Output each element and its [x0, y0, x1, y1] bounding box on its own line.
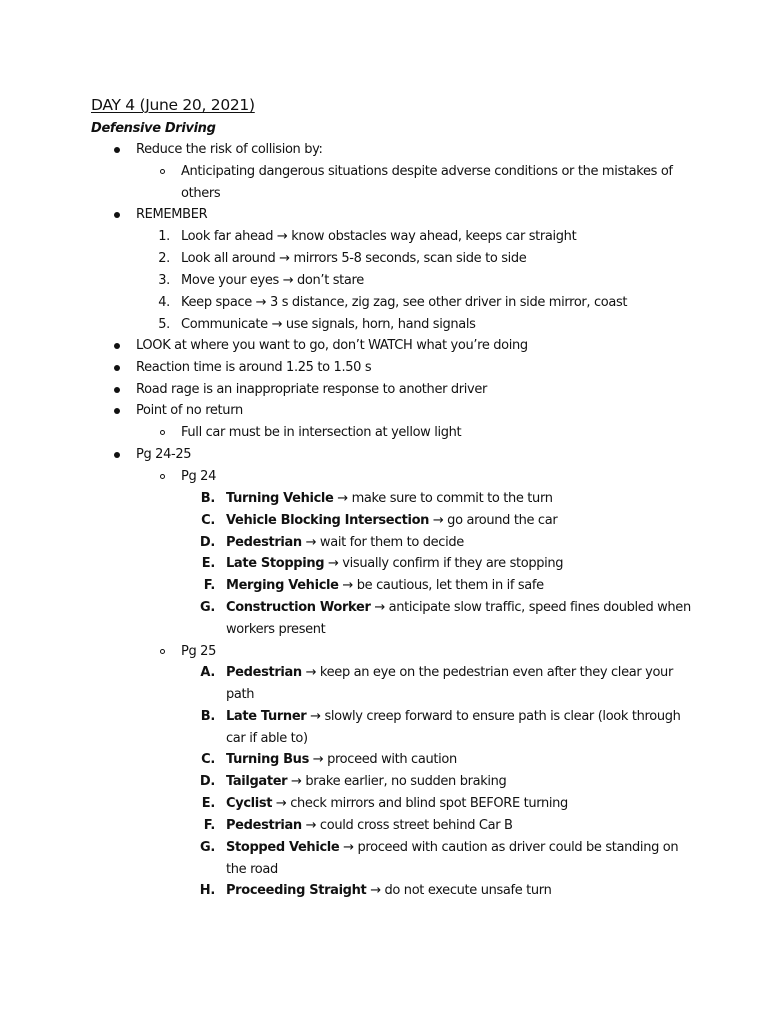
item-desc: → proceed with caution as driver could be standing on	[339, 840, 679, 855]
list-letter: G.	[199, 600, 215, 615]
pg25-item-continuation: car if able to)	[226, 731, 308, 746]
list-number: 1.	[158, 229, 170, 244]
list-number: 2.	[158, 251, 170, 266]
pg25-label: Pg 25	[181, 644, 217, 659]
item-term: Turning Bus	[226, 752, 309, 767]
bullet-dot	[114, 452, 120, 458]
bullet-reduce: Reduce the risk of collision by:	[136, 142, 323, 157]
bullet-anticipate-line1: Anticipating dangerous situations despite adverse conditions or the mistakes of	[181, 164, 673, 179]
item-desc: → visually confirm if they are stopping	[324, 556, 564, 571]
item-term: Construction Worker	[226, 600, 371, 615]
item-desc: → keep an eye on the pedestrian even after they clear your	[301, 665, 673, 680]
list-letter: B.	[200, 491, 215, 506]
bullet-no-return-sub: Full car must be in intersection at yellow light	[181, 425, 462, 440]
remember-item: Look all around → mirrors 5-8 seconds, scan side to side	[181, 251, 527, 266]
item-term: Late Stopping	[226, 556, 325, 571]
list-number: 3.	[158, 273, 170, 288]
bullet-dot	[114, 147, 120, 153]
bullet-circle	[160, 430, 165, 435]
list-letter: G.	[199, 840, 215, 855]
item-desc: → brake earlier, no sudden braking	[287, 774, 507, 789]
bullet-no-return: Point of no return	[136, 403, 243, 418]
pg25-item	[226, 665, 673, 681]
bullet-dot	[114, 408, 120, 414]
item-term: Tailgater	[226, 774, 288, 789]
item-term: Pedestrian	[226, 535, 302, 550]
remember-item: Keep space → 3 s distance, zig zag, see other driver in side mirror, coast	[181, 295, 628, 310]
list-letter: F.	[203, 818, 215, 833]
list-letter: D.	[199, 774, 215, 789]
list-number: 4.	[158, 295, 170, 310]
item-term: Cyclist	[226, 796, 273, 811]
pg24-label: Pg 24	[181, 469, 217, 484]
list-letter: F.	[203, 578, 215, 593]
section-subtitle: Defensive Driving	[91, 121, 216, 136]
bullet-circle	[160, 474, 165, 479]
remember-item: Communicate → use signals, horn, hand signals	[181, 317, 476, 332]
item-term: Turning Vehicle	[226, 491, 334, 506]
list-letter: C.	[201, 752, 215, 767]
pg25-item-continuation: path	[226, 687, 255, 702]
item-desc: → make sure to commit to the turn	[333, 491, 553, 506]
bullet-dot	[114, 387, 120, 393]
item-desc: → proceed with caution	[308, 752, 457, 767]
bullet-circle	[160, 649, 165, 654]
bullet-anticipate-line2: others	[181, 186, 221, 201]
item-desc: → check mirrors and blind spot BEFORE turning	[272, 796, 568, 811]
item-term: Proceeding Straight	[226, 883, 367, 898]
list-number: 5.	[158, 317, 170, 332]
bullet-look: LOOK at where you want to go, don’t WATCH what you’re doing	[136, 338, 528, 353]
pg25-item	[226, 796, 568, 812]
pg24-item	[226, 513, 557, 529]
bullet-remember: REMEMBER	[136, 207, 208, 222]
bullet-circle	[160, 169, 165, 174]
item-desc: → be cautious, let them in if safe	[338, 578, 544, 593]
bullet-pages: Pg 24-25	[136, 447, 192, 462]
pg25-item	[226, 840, 678, 856]
pg24-item	[226, 491, 553, 507]
bullet-rage: Road rage is an inappropriate response to another driver	[136, 382, 488, 397]
pg25-item	[226, 818, 513, 834]
pg24-item-continuation: workers present	[226, 622, 326, 637]
item-desc: → wait for them to decide	[301, 535, 464, 550]
list-letter: H.	[199, 883, 215, 898]
item-desc: → do not execute unsafe turn	[366, 883, 552, 898]
list-letter: E.	[201, 556, 215, 571]
item-term: Merging Vehicle	[226, 578, 339, 593]
pg25-item	[226, 709, 681, 725]
pg25-item	[226, 774, 506, 790]
pg24-item	[226, 535, 464, 551]
remember-item: Look far ahead → know obstacles way ahead, keeps car straight	[181, 229, 577, 244]
item-desc: → could cross street behind Car B	[301, 818, 513, 833]
page-title: DAY 4 (June 20, 2021)	[91, 96, 255, 114]
item-desc: → slowly creep forward to ensure path is clear (look through	[306, 709, 681, 724]
item-term: Late Turner	[226, 709, 307, 724]
pg24-item	[226, 578, 544, 594]
list-letter: C.	[201, 513, 215, 528]
remember-item: Move your eyes → don’t stare	[181, 273, 364, 288]
list-letter: D.	[199, 535, 215, 550]
item-term: Stopped Vehicle	[226, 840, 340, 855]
pg25-item	[226, 883, 551, 899]
list-letter: B.	[200, 709, 215, 724]
bullet-dot	[114, 343, 120, 349]
item-desc: → anticipate slow traffic, speed fines doubled when	[370, 600, 691, 615]
item-term: Pedestrian	[226, 818, 302, 833]
pg24-item	[226, 556, 563, 572]
pg25-item-continuation: the road	[226, 862, 278, 877]
bullet-dot	[114, 365, 120, 371]
item-term: Vehicle Blocking Intersection	[226, 513, 430, 528]
bullet-dot	[114, 212, 120, 218]
pg24-item	[226, 600, 691, 616]
bullet-reaction: Reaction time is around 1.25 to 1.50 s	[136, 360, 372, 375]
list-letter: A.	[200, 665, 215, 680]
item-term: Pedestrian	[226, 665, 302, 680]
list-letter: E.	[201, 796, 215, 811]
pg25-item	[226, 752, 457, 768]
item-desc: → go around the car	[429, 513, 558, 528]
